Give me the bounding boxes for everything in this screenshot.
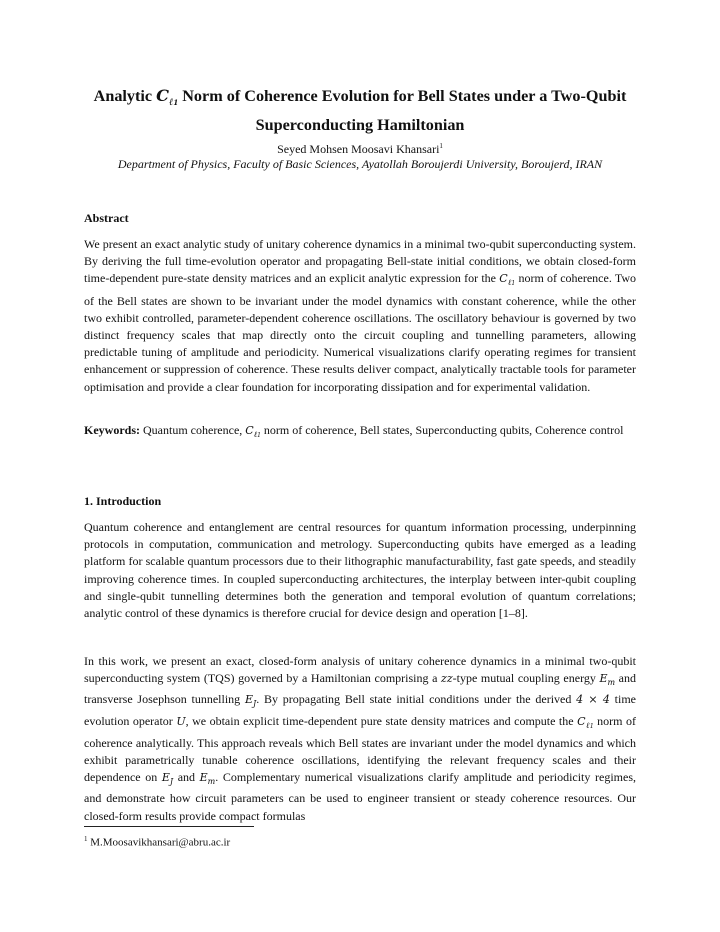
keywords: Keywords: Quantum coherence, $C_{\ell 1}$ norm of coherence, Bell states, Superconducting qubits, Coherence control bbox=[84, 423, 624, 439]
abstract-text: We present an exact analytic study of unitary coherence dynamics in a minimal two-qubit superconducting system. By deriving the full time-evolution operator and propagating Bell-state initial conditions, we obtain closed-form time-dependent pure-state density matrices and an explicit analytic expression for the $C_{\ell 1}$ norm of coherence. Two of the Bell states are shown to be invariant under the model dynamics with constant coherence, while the other two exhibit controlled, parameter-dependent coherence oscillations. The oscillatory behaviour is governed by two distinct frequency scales that map directly onto the circuit coupling and tunnelling parameters, allowing predictable tuning of amplitude and periodicity. Numerical visualizations clarify operating regimes for transient enhancement or suppression of coherence. These results deliver compact, analytically tractable tools for parameter optimisation and provide a clear foundation for incorporating dissipation and for experimental validation. bbox=[84, 237, 636, 394]
title-math-c: $C_{\ell 1}$ bbox=[156, 86, 179, 108]
introduction-paragraph-2: In this work, we present an exact, closed-form analysis of unitary coherence dynamics in a minimal two-qubit superconducting system (TQS) governed by a Hamiltonian comprising a zz-type mutual coupling energy $E_m$ and transverse Josephson tunnelling $E_J$. By propagating Bell state initial conditions under the derived 4 × 4 time evolution operator U, we obtain explicit time-dependent pure state density matrices and compute the $C_{\ell 1}$ norm of coherence analytically. This approach reveals which Bell states are invariant under the model dynamics and which exhibit parametrically tunable coherence oscillations, identifying the relevant frequency scales and their dependence on $E_J$ and $E_m$. Complementary numerical visualizations clarify amplitude and periodicity regimes, and demonstrate how circuit parameters can be used to engineer transient or steady coherence resources. Our closed-form results provide compact formulas bbox=[84, 654, 637, 823]
paper-title bbox=[84, 84, 636, 137]
footnote-divider bbox=[84, 826, 254, 827]
introduction-heading: 1. Introduction bbox=[84, 494, 162, 508]
introduction-paragraph-1: Quantum coherence and entanglement are central resources for quantum information processing, underpinning protocols in computation, communication and metrology. Superconducting qubits have emerged as a leading platform for scalable quantum processors due to their lithographic manufacturability, fast gate speeds, and steadily improving coherence times. In coupled superconducting architectures, the interplay between inter-qubit coupling and single-qubit tunnelling determines both the generation and temporal evolution of quantum correlations; analytic control of these dynamics is therefore crucial for device design and operation [1–8]. bbox=[84, 520, 636, 621]
author-footnote-mark: 1 bbox=[439, 142, 443, 150]
footnote bbox=[84, 832, 636, 851]
author-name: Seyed Mohsen Moosavi Khansari$^1$ bbox=[277, 142, 443, 156]
abstract-heading: Abstract bbox=[84, 211, 129, 225]
title-text-start: Analytic bbox=[93, 87, 157, 105]
affiliation: Department of Physics, Faculty of Basic Sciences, Ayatollah Boroujerdi University, Boroujerd, IRAN bbox=[117, 157, 603, 171]
keywords-label: Keywords: bbox=[84, 423, 140, 437]
footnote-email: M.Moosavikhansari@abru.ac.ir bbox=[87, 836, 231, 849]
footnote-mark: 1 bbox=[84, 835, 88, 843]
title-text-end: Norm of Coherence Evolution for Bell States under a Two-Qubit Superconducting Hamiltonian bbox=[178, 87, 627, 134]
